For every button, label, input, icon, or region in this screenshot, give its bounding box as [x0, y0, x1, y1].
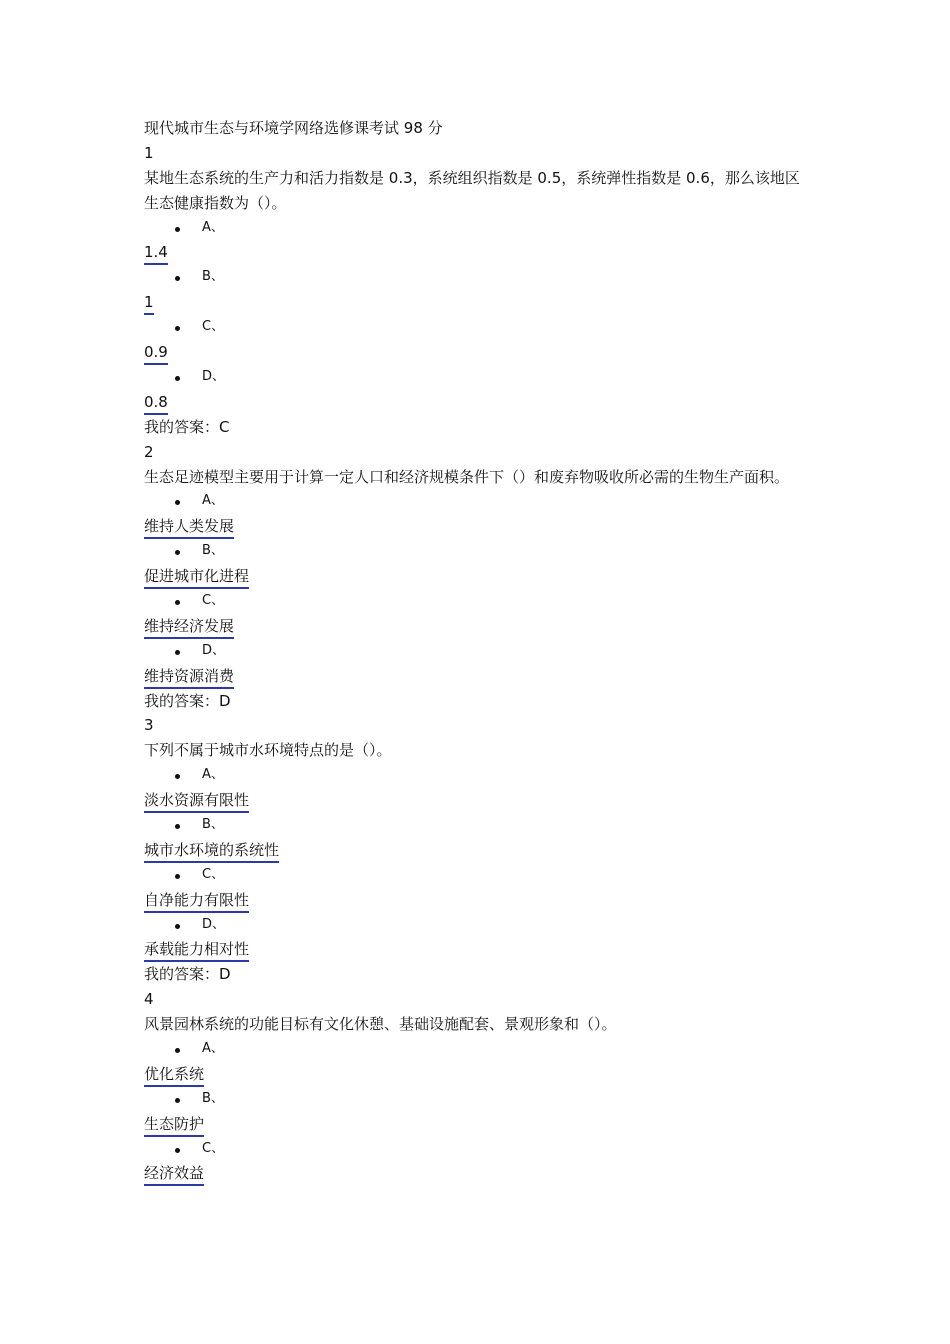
option-a-value[interactable]: 淡水资源有限性 [144, 790, 249, 813]
option-c-value[interactable]: 经济效益 [144, 1163, 204, 1186]
question-text: 风景园林系统的功能目标有文化休憩、基础设施配套、景观形象和（）。 [144, 1015, 617, 1034]
option-c-label: C、 [144, 315, 814, 340]
bullet-icon [175, 774, 180, 779]
my-answer: 我的答案：C [144, 417, 230, 436]
option-c-label: C、 [144, 589, 814, 614]
question-4 [144, 987, 814, 1186]
option-b-value[interactable]: 城市水环境的系统性 [144, 840, 279, 863]
option-d-label: D、 [144, 365, 814, 390]
option-c-value[interactable]: 维持经济发展 [144, 616, 234, 639]
my-answer: 我的答案：D [144, 965, 231, 984]
question-number: 3 [144, 716, 154, 735]
bullet-icon [175, 227, 180, 232]
bullet-icon [175, 376, 180, 381]
option-d-label: D、 [144, 639, 814, 664]
my-answer: 我的答案：D [144, 691, 231, 710]
bullet-icon [175, 600, 180, 605]
option-a-label: A、 [144, 216, 814, 241]
document-page [144, 116, 814, 1186]
option-a-label: A、 [144, 1037, 814, 1062]
bullet-icon [175, 276, 180, 281]
option-b-label: B、 [144, 1087, 814, 1112]
option-c-label: C、 [144, 1137, 814, 1162]
question-2 [144, 440, 814, 714]
bullet-icon [175, 550, 180, 555]
option-a-value[interactable]: 优化系统 [144, 1064, 204, 1087]
bullet-icon [175, 924, 180, 929]
bullet-icon [175, 1098, 180, 1103]
bullet-icon [175, 1148, 180, 1153]
option-b-label: B、 [144, 265, 814, 290]
option-b-label: B、 [144, 539, 814, 564]
bullet-icon [175, 1048, 180, 1053]
option-c-label: C、 [144, 863, 814, 888]
option-a-value[interactable]: 1.4 [144, 242, 168, 265]
question-number: 2 [144, 442, 154, 461]
bullet-icon [175, 874, 180, 879]
question-text: 某地生态系统的生产力和活力指数是 0.3，系统组织指数是 0.5，系统弹性指数是 0.6，那么该地区生态健康指数为（）。 [144, 168, 800, 212]
option-a-label: A、 [144, 763, 814, 788]
option-b-value[interactable]: 促进城市化进程 [144, 566, 249, 589]
option-d-value[interactable]: 承载能力相对性 [144, 939, 249, 962]
option-d-label: D、 [144, 913, 814, 938]
question-1 [144, 141, 814, 440]
option-d-value[interactable]: 0.8 [144, 392, 168, 415]
option-c-value[interactable]: 0.9 [144, 342, 168, 365]
question-number: 1 [144, 143, 154, 162]
question-text: 下列不属于城市水环境特点的是（）。 [144, 741, 392, 760]
question-text: 生态足迹模型主要用于计算一定人口和经济规模条件下（）和废弃物吸收所必需的生物生产面积。 [144, 467, 790, 486]
option-b-value[interactable]: 生态防护 [144, 1114, 204, 1137]
bullet-icon [175, 824, 180, 829]
option-c-value[interactable]: 自净能力有限性 [144, 890, 249, 913]
bullet-icon [175, 650, 180, 655]
option-d-value[interactable]: 维持资源消费 [144, 666, 234, 689]
question-number: 4 [144, 990, 154, 1009]
option-b-value[interactable]: 1 [144, 292, 154, 315]
option-b-label: B、 [144, 813, 814, 838]
document-title: 现代城市生态与环境学网络选修课考试 98 分 [144, 119, 443, 137]
option-a-value[interactable]: 维持人类发展 [144, 516, 234, 539]
question-3 [144, 713, 814, 987]
option-a-label: A、 [144, 489, 814, 514]
bullet-icon [175, 500, 180, 505]
bullet-icon [175, 326, 180, 331]
